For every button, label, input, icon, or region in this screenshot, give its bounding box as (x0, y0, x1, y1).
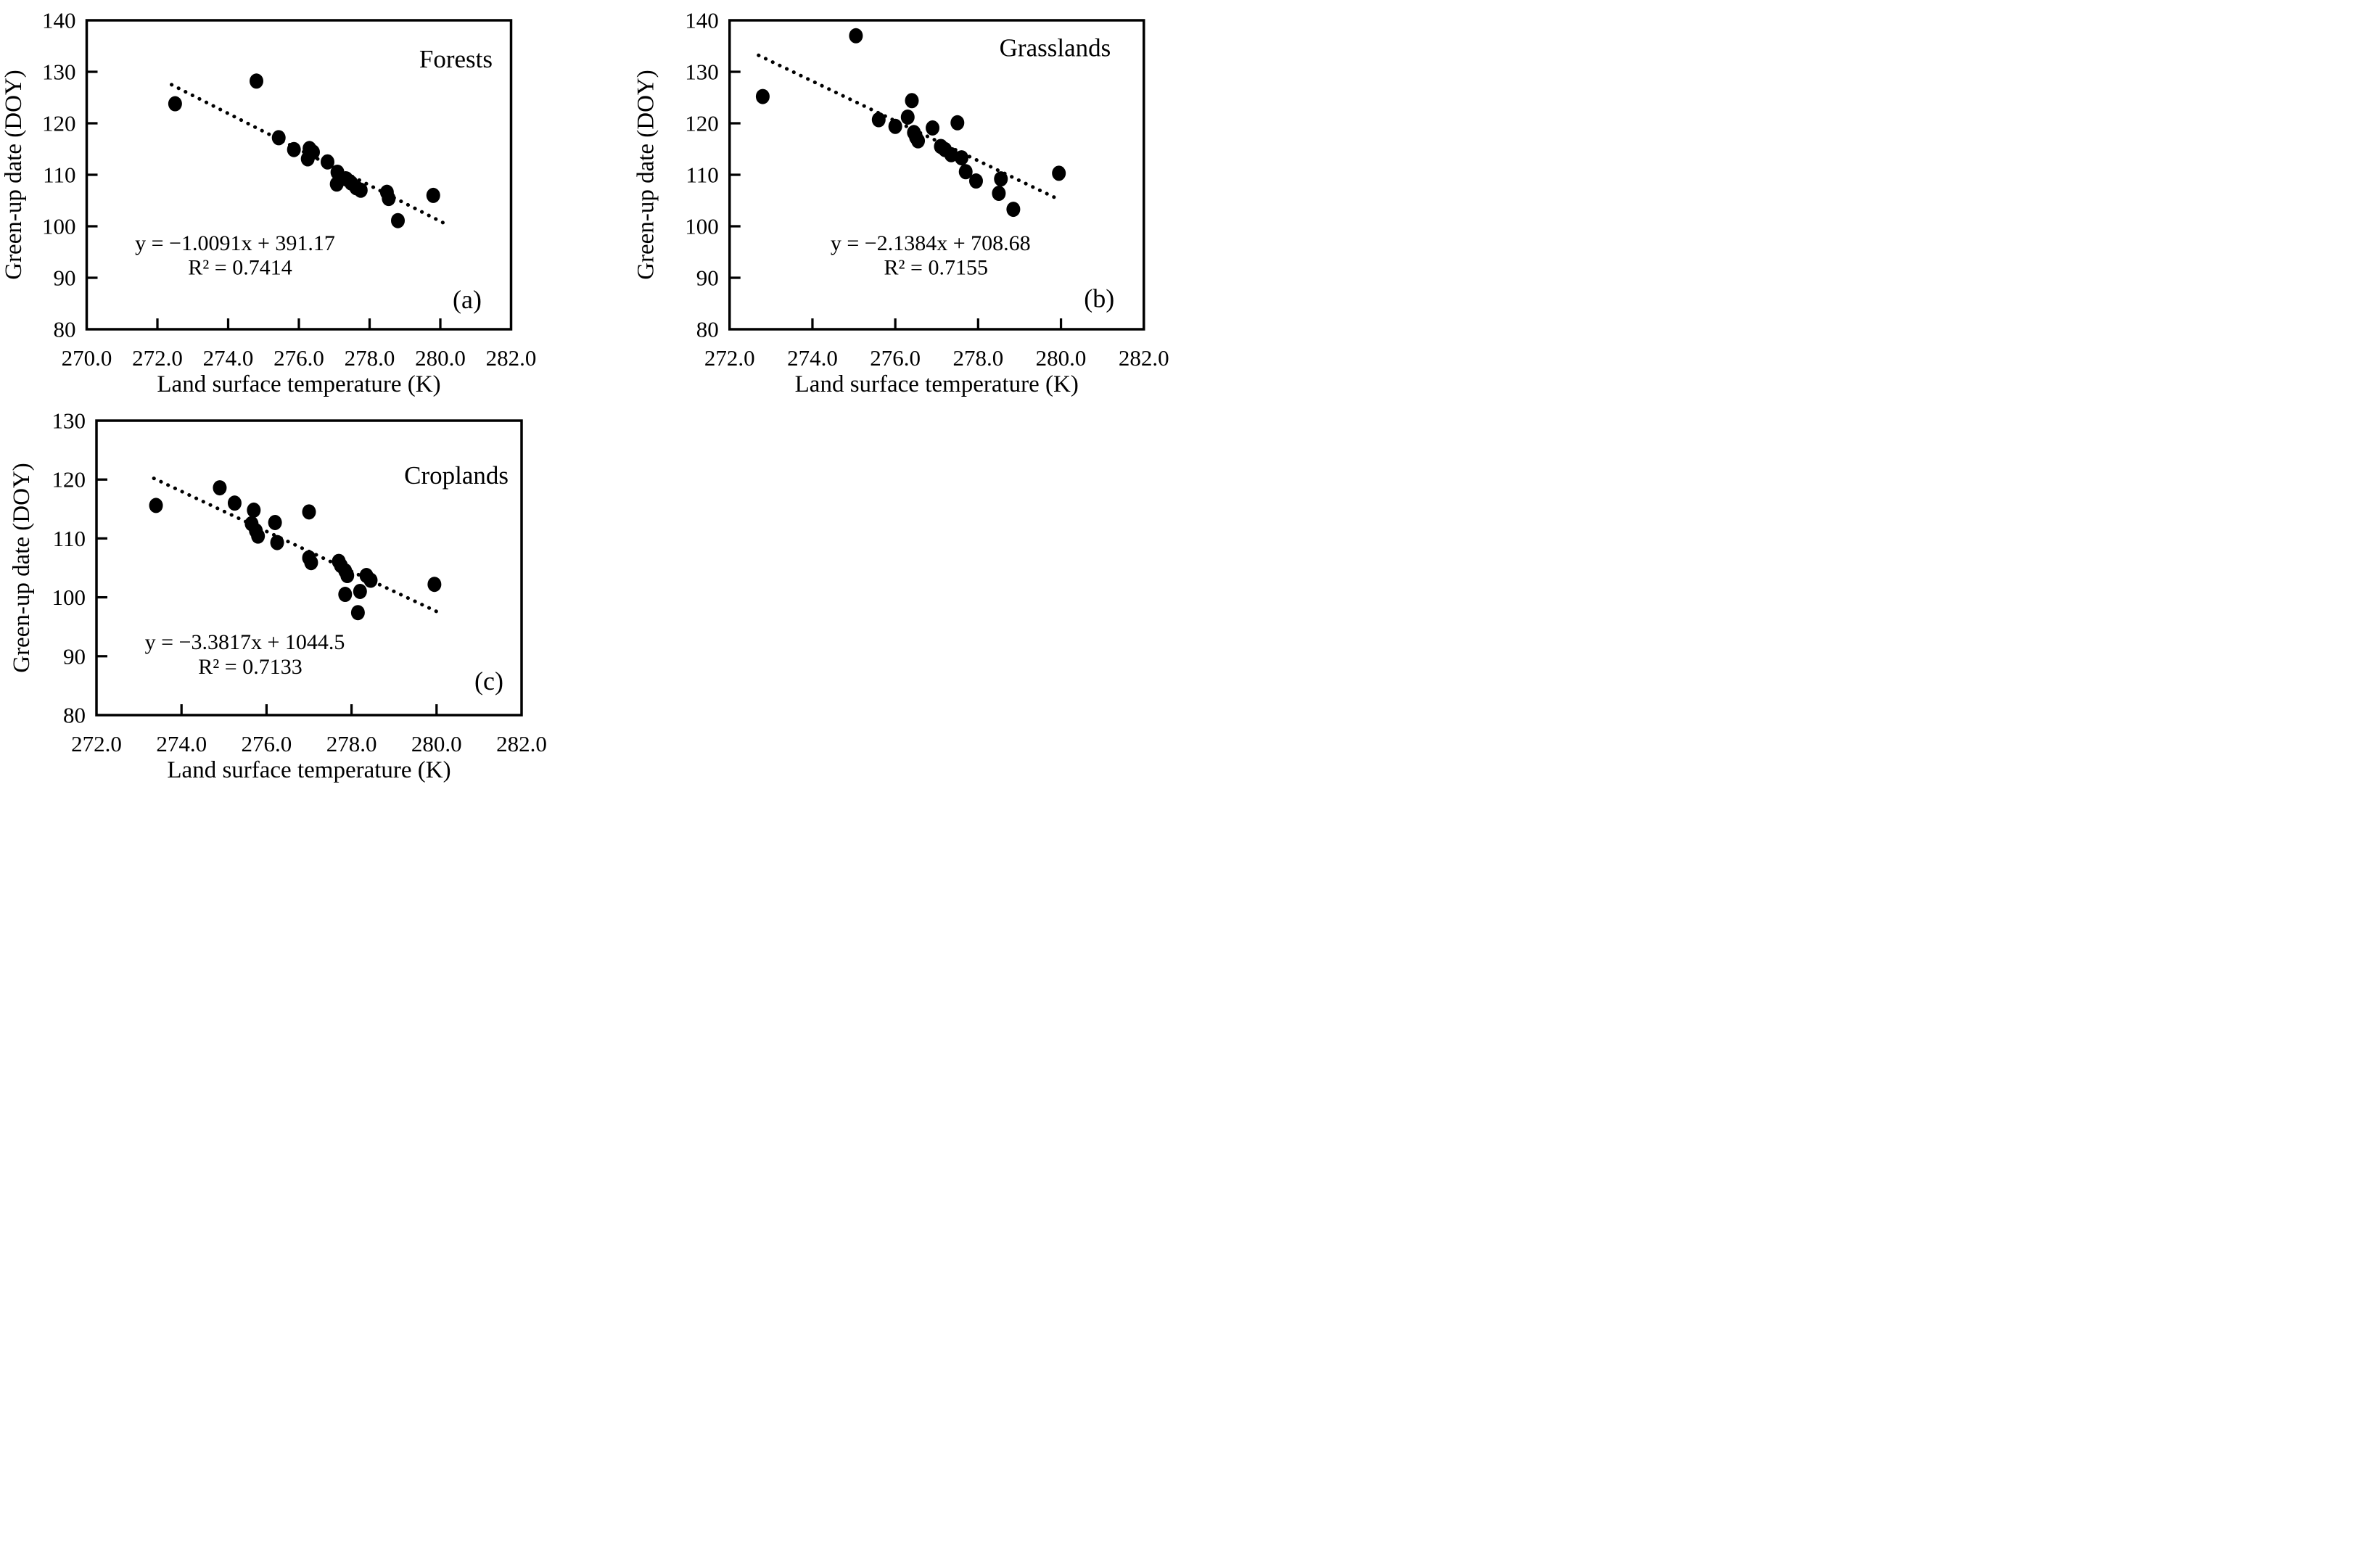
y-tick-label: 110 (686, 162, 719, 188)
data-point (382, 191, 395, 206)
panel-title: Forests (419, 45, 493, 73)
x-tick-label: 272.0 (71, 731, 122, 756)
y-tick-label: 90 (53, 265, 76, 291)
x-tick-label: 276.0 (273, 345, 324, 371)
data-point (1006, 202, 1020, 217)
x-tick-label: 274.0 (156, 731, 207, 756)
x-tick-label: 280.0 (411, 731, 462, 756)
data-point (351, 605, 365, 620)
x-tick-label: 272.0 (704, 345, 755, 371)
data-point (304, 555, 318, 570)
panel-title: Grasslands (999, 33, 1111, 62)
data-point (271, 535, 284, 550)
data-point (911, 133, 925, 149)
data-point (338, 587, 352, 602)
y-tick-label: 120 (685, 110, 719, 136)
y-tick-label: 100 (52, 585, 86, 611)
data-point (391, 213, 405, 228)
x-tick-label: 280.0 (1035, 345, 1087, 371)
x-tick-label: 280.0 (415, 345, 466, 371)
x-tick-label: 282.0 (485, 345, 537, 371)
y-axis-title: Green-up date (DOY) (1, 70, 27, 280)
y-tick-label: 110 (52, 525, 86, 551)
data-point (250, 73, 263, 88)
x-tick-label: 276.0 (241, 731, 292, 756)
y-tick-label: 140 (685, 7, 719, 33)
data-point (303, 504, 316, 519)
trendline (759, 55, 1057, 198)
y-axis-title: Green-up date (DOY) (9, 463, 35, 673)
y-tick-label: 120 (52, 466, 86, 492)
y-tick-label: 130 (685, 59, 719, 85)
data-point (354, 183, 368, 198)
panel-title: Croplands (404, 461, 509, 490)
y-tick-label: 110 (43, 162, 76, 188)
x-axis-title: Land surface temperature (K) (157, 371, 441, 397)
y-tick-label: 130 (42, 59, 76, 85)
y-tick-label: 130 (52, 408, 86, 434)
data-point (306, 144, 320, 160)
regression-equation: y = −2.1384x + 708.68 (830, 231, 1031, 255)
x-tick-label: 270.0 (61, 345, 112, 371)
regression-equation: y = −3.3817x + 1044.5 (144, 630, 345, 654)
data-point (213, 480, 226, 495)
chart-grasslands (591, 0, 1177, 406)
data-point (1052, 165, 1066, 181)
data-point (149, 498, 163, 513)
data-point (228, 495, 242, 511)
y-tick-label: 120 (42, 110, 76, 136)
panel-letter: (c) (474, 667, 503, 696)
data-point (251, 529, 265, 544)
x-tick-label: 274.0 (787, 345, 838, 371)
data-point (872, 112, 886, 128)
x-tick-label: 274.0 (202, 345, 254, 371)
x-tick-label: 282.0 (1118, 345, 1169, 371)
panel-letter: (b) (1084, 284, 1115, 313)
data-point (849, 28, 863, 44)
y-tick-label: 80 (696, 316, 719, 342)
data-point (950, 115, 964, 131)
plot-frame (730, 20, 1144, 329)
data-point (969, 173, 983, 189)
data-point (994, 171, 1008, 186)
x-axis-title: Land surface temperature (K) (794, 371, 1079, 397)
data-point (889, 119, 902, 134)
x-tick-label: 272.0 (132, 345, 183, 371)
data-point (427, 577, 441, 592)
y-tick-label: 140 (42, 7, 76, 33)
data-point (905, 93, 918, 108)
data-point (955, 150, 968, 165)
y-tick-label: 90 (63, 643, 86, 669)
r-squared-label: R² = 0.7155 (884, 255, 988, 280)
data-point (427, 188, 440, 203)
y-tick-label: 100 (685, 213, 719, 239)
data-point (901, 110, 915, 125)
panel-letter: (a) (453, 285, 482, 314)
chart-forests (0, 0, 591, 406)
figure-green-up-vs-lst (0, 0, 1177, 784)
y-tick-label: 100 (42, 213, 76, 239)
data-point (340, 568, 354, 583)
y-axis-title: Green-up date (DOY) (633, 70, 659, 280)
y-tick-label: 90 (696, 265, 719, 291)
data-point (168, 96, 182, 112)
regression-equation: y = −1.0091x + 391.17 (135, 231, 335, 255)
data-point (926, 120, 939, 136)
r-squared-label: R² = 0.7133 (198, 655, 303, 679)
data-point (363, 573, 377, 588)
data-point (287, 142, 301, 157)
y-tick-label: 80 (63, 702, 86, 728)
trendline (154, 479, 437, 612)
y-tick-label: 80 (53, 316, 76, 342)
data-point (756, 89, 770, 104)
data-point (272, 130, 286, 145)
x-tick-label: 276.0 (870, 345, 921, 371)
data-point (247, 503, 260, 518)
x-tick-label: 278.0 (952, 345, 1004, 371)
x-tick-label: 278.0 (344, 345, 395, 371)
x-axis-title: Land surface temperature (K) (167, 757, 451, 783)
x-tick-label: 278.0 (326, 731, 377, 756)
chart-croplands (0, 406, 591, 784)
data-point (353, 584, 367, 599)
r-squared-label: R² = 0.7414 (188, 255, 292, 280)
data-point (992, 186, 1005, 201)
x-tick-label: 282.0 (496, 731, 547, 756)
data-point (268, 515, 282, 530)
